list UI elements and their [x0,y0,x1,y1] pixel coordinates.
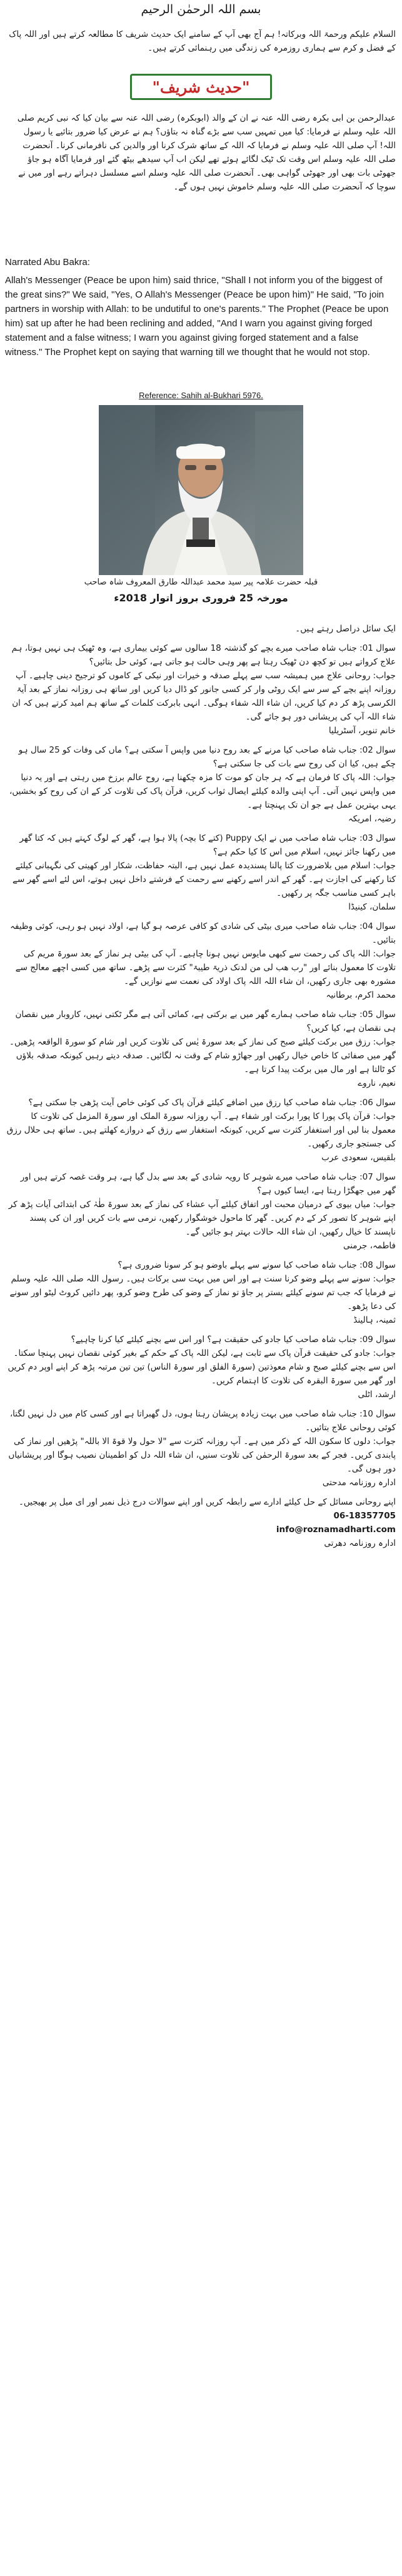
footer-note: اپنے روحانی مسائل کے حل کیلئے ادارے سے رابطہ کریں اور اپنے سوالات درج ذیل نمبر اور ای میل پر بھیجیں۔ [18,1497,396,1507]
questioner-name: ارشد، اٹلی [358,1390,396,1400]
hadith-english-block [5,255,398,359]
qa-item [6,831,396,914]
qa-item [6,1008,396,1090]
answer-text: جواب: اسلام میں بلاضرورت کتا پالنا پسندیدہ عمل نہیں ہے، البتہ حفاظت، شکار اور کھیتی کی نگہبانی کیلئے کتا رکھنے کی اجازت ہے۔ گھر کے اندر اسے رکھنے سے رحمت کے فرشتے داخل نہیں ہوتے، اس لئے اسے گھر سے باہر کسی مناسب جگہ پر رکھیں۔ [13,861,396,898]
questioner-name: سلمان، کینیڈا [348,902,396,912]
question-text: سوال 09: جناب شاہ صاحب کیا جادو کی حقیقت ہے؟ اور اس سے بچنے کیلئے کیا کرنا چاہیے؟ [71,1335,396,1345]
bismillah-heading: بسم اللہ الرحمٰن الرحیم [141,3,261,16]
footer-block [6,1495,396,1550]
qa-item [6,920,396,1002]
question-text: سوال 05: جناب شاہ صاحب ہمارے گھر میں بے برکتی ہے، کمائی آتی ہے مگر ٹکتی نہیں، کاروبار میں نقصان ہی نقصان ہے، کیا کریں؟ [15,1010,396,1033]
questioner-name: محمد اکرم، برطانیہ [326,990,396,1000]
hadith-narrator: Narrated Abu Bakra: [5,257,90,268]
session-date: مورخہ 25 فروری بروز اتوار 2018ء [114,592,288,604]
questioner-name: فاطمہ، جرمنی [343,1241,396,1251]
questioner-name: خانم تنویر، آسٹریلیا [328,726,396,736]
questioner-name: بلقیس، سعودی عرب [321,1153,396,1163]
question-text: سوال 03: جناب شاہ صاحب میں نے ایک Puppy (کتے کا بچہ) پالا ہوا ہے، گھر کے لوگ کہتے ہیں کہ کتا گھر میں رکھنا جائز نہیں، اسلام میں اس کا کیا حکم ہے؟ [19,833,396,857]
qa-item [6,1407,396,1490]
contact-email[interactable]: info@roznamadharti.com [276,1525,396,1535]
question-text: سوال 07: جناب شاہ صاحب میرے شوہر کا رویہ شادی کے بعد سے بدل گیا ہے، ہر وقت غصہ کرتے ہیں اور گھر میں جھگڑا رہتا ہے، ایسا کیوں ہے؟ [20,1172,396,1196]
answer-text: جواب: رزق میں برکت کیلئے صبح کی نماز کے بعد سورۃ یٰس کی تلاوت کریں اور شام کو سورۃ الواقعہ پڑھیں۔ گھر میں صفائی کا خاص خیال رکھیں اور جھاڑو شام کے وقت نہ لگائیں۔ صدقہ دیتے رہیں کیونکہ صدقہ بلاؤں کو ٹالتا ہے اور مال میں برکت پیدا کرتا ہے۔ [9,1037,396,1075]
scholar-photo-illustration [99,405,303,575]
answer-text: جواب: روحانی علاج میں ہمیشہ سب سے پہلے صدقہ و خیرات اور نیکی کے کاموں کو ترجیح دینی چاہیے۔ آپ روزانہ اپنے بچے کے سر سے ایک روٹی وار کر کسی جانور کو ڈال دیا کریں اور ساتھ ہی روزانہ نماز کے بعد آیۃ الکرسی پڑھ کر دم کیا کریں، ان شاء اللہ شفاء ہوگی۔ انہی بابرکت کلمات کے ساتھ ہم امید کرتے ہیں کہ ان شاء اللہ آپ کی پریشانی دور ہو جائے گی۔ [12,671,396,722]
qa-section [6,622,396,1556]
question-text: سوال 10: جناب شاہ صاحب میں بہت زیادہ پریشان رہتا ہوں، دل گھبراتا ہے اور کسی کام میں دل نہیں لگتا، کوئی روحانی علاج بتائیں۔ [9,1409,396,1433]
hadith-banner: "حدیث شریف" [130,74,272,100]
qa-item [6,1170,396,1253]
hadith-english-text: Allah's Messenger (Peace be upon him) said thrice, "Shall I not inform you of the biggest of the great sins?" We said, "Yes, O Allah's Messenger (Peace be upon him)" He said, "To join partners in worship with Allah: to be undutiful to one's parents." The Prophet (Peace be upon him) sat up after he had been reclining and added, "And I warn you against giving forged statement and a false witness; I warn you against giving forged statement and a false witness." The Prophet kept on saying that warning till we thought that he would not stop. [5,275,389,358]
hadith-reference: Reference: Sahih al-Bukhari 5976. [139,391,263,400]
answer-text: جواب: سونے سے پہلے وضو کرنا سنت ہے اور اس میں بہت سی برکات ہیں۔ رسول اللہ صلی اللہ علیہ وسلم نے فرمایا کہ جب تم سونے کیلئے بستر پر جاؤ تو نماز کے وضو کی طرح وضو کرو، پھر دائیں کروٹ لیٹو اور سونے کی دعا پڑھو۔ [9,1274,396,1311]
questioner-name: رضیہ، امریکہ [348,814,396,824]
qa-item [6,641,396,738]
answer-text: جواب: جادو کی حقیقت قرآن پاک سے ثابت ہے، لیکن اللہ پاک کے حکم کے بغیر کوئی نقصان نہیں پہنچا سکتا۔ اس سے بچنے کیلئے صبح و شام معوذتین (سورۃ الفلق اور سورۃ الناس) تین تین مرتبہ پڑھ کر اپنے اوپر دم کریں اور گھر میں سورۃ البقرہ کی تلاوت کا اہتمام کریں۔ [8,1348,396,1386]
hadith-urdu-text: عبدالرحمن بن ابی بکرہ رضی اللہ عنہ نے ان کے والد (ابوبکرہ) رضی اللہ عنہ سے بیان کیا کہ نبی کریم صلی اللہ علیہ وسلم نے فرمایا: کیا میں تمہیں سب سے بڑے گناہ نہ بتاؤں؟ ہم نے عرض کیا ضرور بتائیے یا رسول اللہ! آپ صلی اللہ علیہ وسلم نے فرمایا کہ اللہ کے ساتھ شرک کرنا اور والدین کی نافرمانی کرنا۔ آنحضرت صلی اللہ علیہ وسلم اس وقت تک ٹیک لگائے ہوئے تھے لیکن اب آپ سیدھے بیٹھ گئے اور فرمایا آگاہ ہو جاؤ جھوٹی بات بھی اور جھوٹی گواہی بھی۔ آنحضرت صلی اللہ علیہ وسلم اسے مسلسل دہراتے رہے اور میں نے سوچا کہ آنحضرت صلی اللہ علیہ وسلم خاموش نہیں ہوں گے۔ [17,113,396,192]
intro-paragraph: السلام علیکم ورحمۃ اللہ وبرکاتہ! ہم آج بھی آپ کے سامنے ایک حدیث شریف کا مطالعہ کرتے ہیں اور اللہ پاک کے فضل و کرم سے ہماری روزمرہ کی زندگی میں رہنمائی کرتے ہیں۔ [9,29,396,53]
answer-text: جواب: قرآن پاک پورا کا پورا برکت اور شفاء ہے۔ آپ روزانہ سورۃ الملک اور سورۃ المزمل کی تلاوت کا معمول بنا لیں اور استغفار کثرت سے کریں، کیونکہ استغفار سے رزق کے دروازے کھلتے ہیں۔ ساتھ ہی حلال رزق کی جستجو جاری رکھیں۔ [6,1111,396,1149]
contact-phone[interactable]: 06-18357705 [333,1511,396,1521]
answer-text: جواب: اللہ پاک کا فرمان ہے کہ ہر جان کو موت کا مزہ چکھنا ہے، روح عالم برزخ میں رہتی ہے اور یہ دنیا میں واپس نہیں آتی۔ آپ اپنی والدہ کیلئے ایصال ثواب کریں، قرآن پاک کی تلاوت کر کے ان کی روح کو بخشیں، یہی بہترین عمل ہے جو ان تک پہنچتا ہے۔ [9,773,396,810]
qa-item [6,743,396,826]
qa-item [6,1096,396,1165]
scholar-photo [99,405,303,575]
answer-text: جواب: اللہ پاک کی رحمت سے کبھی مایوس نہیں ہونا چاہیے۔ آپ کی بیٹی ہر نماز کے بعد سورۃ مریم کی تلاوت کا معمول بنائے اور "رب ھب لی من لدنک ذریۃ طیبۃ" کثرت سے پڑھے۔ ساتھ میں کسی اچھے معالج سے مشورہ بھی جاری رکھیں، ان شاء اللہ اللہ پاک اولاد کی نعمت سے نوازیں گے۔ [15,949,396,986]
answer-text: جواب: میاں بیوی کے درمیان محبت اور اتفاق کیلئے آپ عشاء کی نماز کے بعد سورۃ طٰہٰ کی ابتدائی آیات پڑھ کر اپنے شوہر کا تصور کر کے دم کریں۔ گھر کا ماحول خوشگوار رکھیں، نرمی سے بات کریں اور ان کی پسند ناپسند کا خیال رکھیں، ان شاء اللہ حالات بہتر ہو جائیں گے۔ [8,1200,396,1237]
qa-intro: ایک سائل دراصل رہتے ہیں۔ [295,624,396,634]
question-text: سوال 06: جناب شاہ صاحب کیا رزق میں اضافے کیلئے قرآن پاک کی کوئی خاص آیت پڑھی جا سکتی ہے؟ [28,1098,396,1108]
question-text: سوال 04: جناب شاہ صاحب میری بیٹی کی شادی کو کافی عرصہ ہو گیا ہے، اولاد نہیں ہو رہی، کوئی وظیفہ بتائیں۔ [10,921,396,945]
questioner-name: ادارہ روزنامہ مدحتی [322,1478,396,1488]
question-text: سوال 08: جناب شاہ صاحب کیا سونے سے پہلے باوضو ہو کر سونا ضروری ہے؟ [118,1260,396,1270]
qa-item [6,1333,396,1401]
qa-item [6,1258,396,1327]
photo-caption: قبلہ حضرت علامہ پیر سید محمد عبداللہ طارق المعروف شاہ صاحب [84,578,318,587]
footer-signature: ادارہ روزنامہ دھرتی [324,1538,396,1548]
question-text: سوال 02: جناب شاہ صاحب کیا مرنے کے بعد روح دنیا میں واپس آ سکتی ہے؟ ماں کی وفات کو 25 سال ہو چکے ہیں، کیا ان کی روح سے بات کی جا سکتی ہے؟ [18,745,396,769]
question-text: سوال 01: جناب شاہ صاحب میرے بچے کو گذشتہ 18 سالوں سے کوئی بیماری ہے، وہ ٹھیک ہی نہیں ہوتا، ہم علاج کرواتے ہیں تو کچھ دن ٹھیک رہتا ہے پھر وہی حالت ہو جاتی ہے، کوئی حل بتائیں؟ [11,643,396,667]
questioner-name: نعیم، ناروے [358,1078,396,1088]
questioner-name: ثمینہ، ہالینڈ [353,1315,396,1325]
answer-text: جواب: دلوں کا سکون اللہ کے ذکر میں ہے۔ آپ روزانہ کثرت سے "لا حول ولا قوۃ الا باللہ" پڑھیں اور نماز کی پابندی کریں۔ فجر کے بعد سورۃ الرحمٰن کی تلاوت سنیں، ان شاء اللہ دل کو اطمینان نصیب ہوگا اور پریشانیاں دور ہوں گی۔ [8,1436,396,1474]
